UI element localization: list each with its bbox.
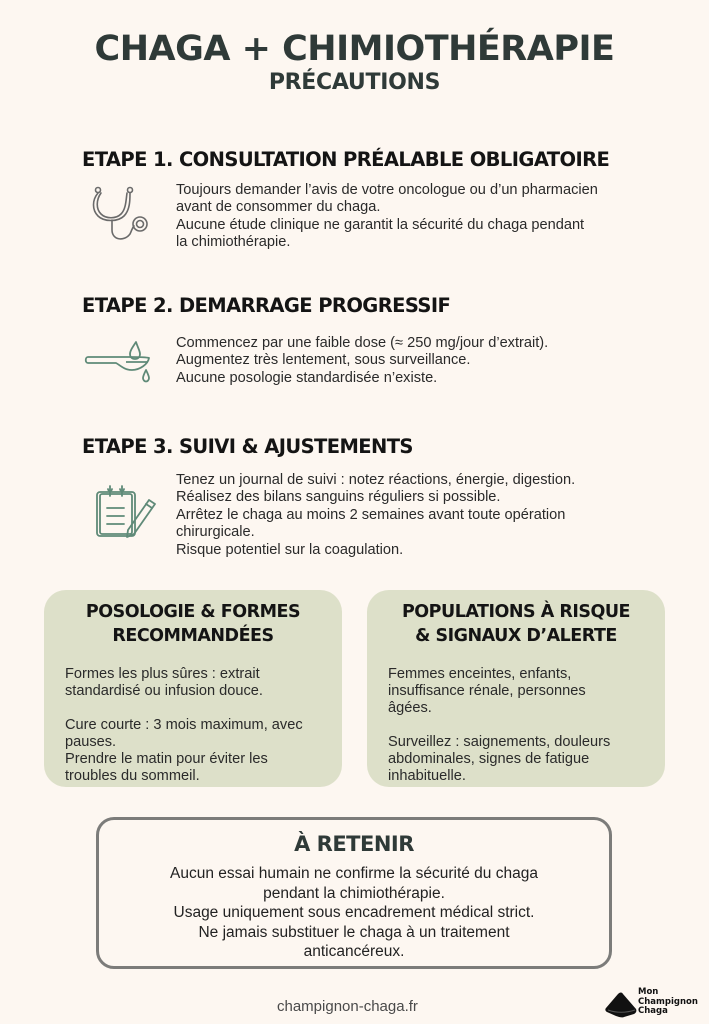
footer-website-link[interactable]: champignon-chaga.fr: [277, 998, 418, 1015]
step-3-title: ETAPE 3. SUIVI & AJUSTEMENTS: [82, 435, 413, 458]
spoon-drops-icon: [84, 340, 156, 390]
risk-card-body: Femmes enceintes, enfants, insuffisance rénale, personnes âgées. Surveillez : saignements, douleurs abdominales, signes de fatigue inhabituelle.: [388, 666, 611, 784]
key-takeaway-title: À RETENIR: [294, 832, 414, 856]
dosage-card-body: Formes les plus sûres : extrait standardisé ou infusion douce. Cure courte : 3 mois maximum, avec pauses. Prendre le matin pour éviter les troubles du sommeil.: [65, 666, 303, 784]
risk-card: [367, 590, 665, 787]
step-1-text: Toujours demander l’avis de votre oncologue ou d’un pharmacien avant de consommer du chaga. Aucune étude clinique ne garantit la sécurité du chaga pendant la chimiothérapie.: [176, 182, 598, 251]
key-takeaway-box: [96, 817, 612, 969]
stethoscope-icon: [88, 184, 152, 246]
step-2-title: ETAPE 2. DEMARRAGE PROGRESSIF: [82, 294, 451, 317]
step-3-text: Tenez un journal de suivi : notez réactions, énergie, digestion. Réalisez des bilans sanguins réguliers si possible. Arrêtez le chaga au moins 2 semaines avant toute opération chirurgicale. Risque potentiel sur la coagulation.: [176, 472, 576, 558]
brand-logo-text: Mon Champignon Chaga: [638, 987, 698, 1016]
notepad-pencil-icon: [94, 484, 162, 540]
risk-card-title: POPULATIONS À RISQUE & SIGNAUX D’ALERTE: [401, 602, 630, 646]
step-2-text: Commencez par une faible dose (≈ 250 mg/jour d’extrait). Augmentez très lentement, sous surveillance. Aucune posologie standardisée n’existe.: [176, 335, 549, 386]
page-title: CHAGA + CHIMIOTHÉRAPIE: [94, 29, 615, 69]
chaga-logo-icon: [604, 991, 638, 1018]
key-takeaway-body: Aucun essai humain ne confirme la sécurité du chaga pendant la chimiothérapie. Usage uniquement sous encadrement médical strict. Ne jamais substituer le chaga à un traitement anticancéreux.: [170, 865, 538, 960]
step-1-title: ETAPE 1. CONSULTATION PRÉALABLE OBLIGATOIRE: [82, 148, 610, 171]
dosage-card-title: POSOLOGIE & FORMES RECOMMANDÉES: [85, 602, 301, 646]
dosage-card: [44, 590, 342, 787]
page-subtitle: PRÉCAUTIONS: [268, 70, 441, 95]
